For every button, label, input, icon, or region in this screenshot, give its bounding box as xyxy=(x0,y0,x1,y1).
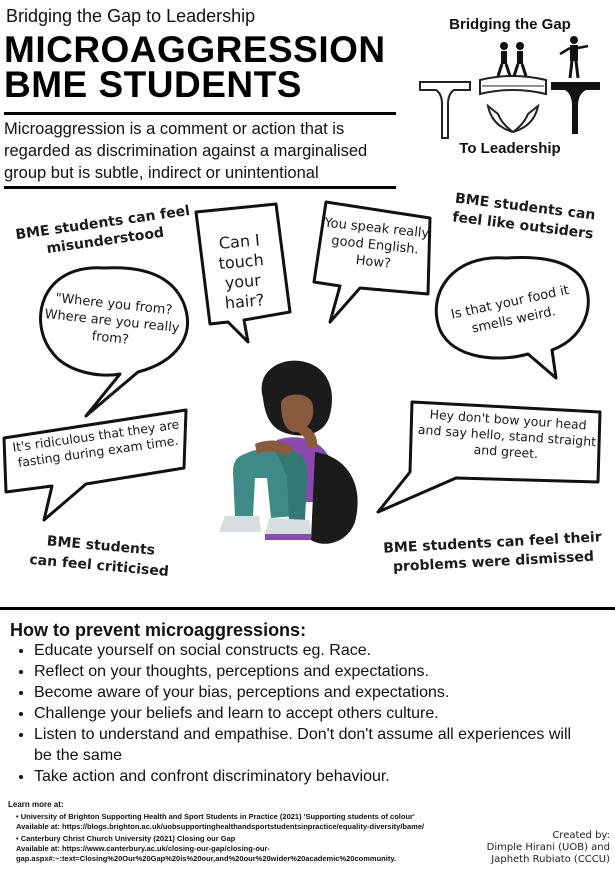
logo-bottom-text: To Leadership xyxy=(459,140,561,157)
title-rule-top xyxy=(4,112,396,115)
list-item: • Take action and confront discriminatory behaviour. xyxy=(34,766,574,787)
caption-criticised: BME students can feel criticised xyxy=(28,533,170,581)
reference-title: • University of Brighton Supporting Health and Sport Students in Practice (2021) 'Supporting students of colour' xyxy=(16,812,415,821)
logo-top-text: Bridging the Gap xyxy=(449,16,571,33)
bubble-fasting-text: It's ridiculous that they are fasting during exam time. xyxy=(11,416,181,471)
page-title xyxy=(4,29,386,105)
credit-line-2: Dimple Hirani (UOB) and xyxy=(486,842,610,853)
bubble-english-text: You speak really good English. How? xyxy=(323,215,430,272)
caption-dismissed: BME students can feel their problems were dismissed xyxy=(382,529,603,576)
reference-item xyxy=(16,834,516,864)
list-item: • Reflect on your thoughts, perceptions and expectations. xyxy=(34,661,574,682)
prevention-title: How to prevent microaggressions: xyxy=(10,620,307,640)
title-rule-bottom xyxy=(4,186,396,189)
credit-line-3: Japheth Rubiato (CCCU) xyxy=(491,854,610,865)
reference-title: • Canterbury Christ Church University (2021) Closing our Gap xyxy=(16,834,236,843)
bubble-touch-hair-text: Can I touch your hair? xyxy=(217,230,266,313)
section-separator xyxy=(0,607,615,610)
caption-misunderstood: BME students can feel misunderstood xyxy=(14,202,191,258)
credit-block xyxy=(470,830,610,866)
bubble-where-from-text: "Where you from? Where are you really from? xyxy=(43,290,181,348)
list-item: • Listen to understand and empathise. Don't don't assume all experiences will be the same xyxy=(34,724,574,766)
list-item: • Educate yourself on social constructs eg. Race. xyxy=(34,640,574,661)
title-line-1: MICROAGGRESSION xyxy=(4,29,386,70)
reference-item xyxy=(16,812,516,832)
caption-outsiders: BME students can feel like outsiders xyxy=(451,190,597,243)
bubble-bow-head-text: Hey don't bow your head and say hello, stand straight and greet. xyxy=(417,406,597,462)
list-item: • Become aware of your bias, perceptions and expectations. xyxy=(34,682,574,703)
reference-list xyxy=(8,812,516,866)
prevention-list xyxy=(12,640,574,787)
list-item: • Challenge your beliefs and learn to accept others culture. xyxy=(34,703,574,724)
title-line-2: BME STUDENTS xyxy=(4,64,302,105)
credit-line-1: Created by: xyxy=(552,830,610,841)
reference-link[interactable]: Available at: https://blogs.brighton.ac.uk/uobsupportinghealthandsportstudentsinpractice/equality-diversity/bame/ xyxy=(16,822,425,831)
sad-student-illustration xyxy=(215,352,375,552)
definition-text: Microaggression is a comment or action that is regarded as discrimination against a marginalised group but is subtle, indirect or unintentional xyxy=(4,120,368,182)
kicker-text: Bridging the Gap to Leadership xyxy=(6,6,256,26)
learn-more-label: Learn more at: xyxy=(8,800,64,809)
bridge-logo-icon xyxy=(418,34,603,142)
reference-link[interactable]: Available at: https://www.canterbury.ac.uk/closing-our-gap/closing-our-gap.aspx#:~:text=Closing%20Our%20Gap%20is%20our,and%20our%20wider%20academic%20community. xyxy=(16,844,397,863)
bubble-food-text: Is that your food it smells weird. xyxy=(449,282,571,337)
